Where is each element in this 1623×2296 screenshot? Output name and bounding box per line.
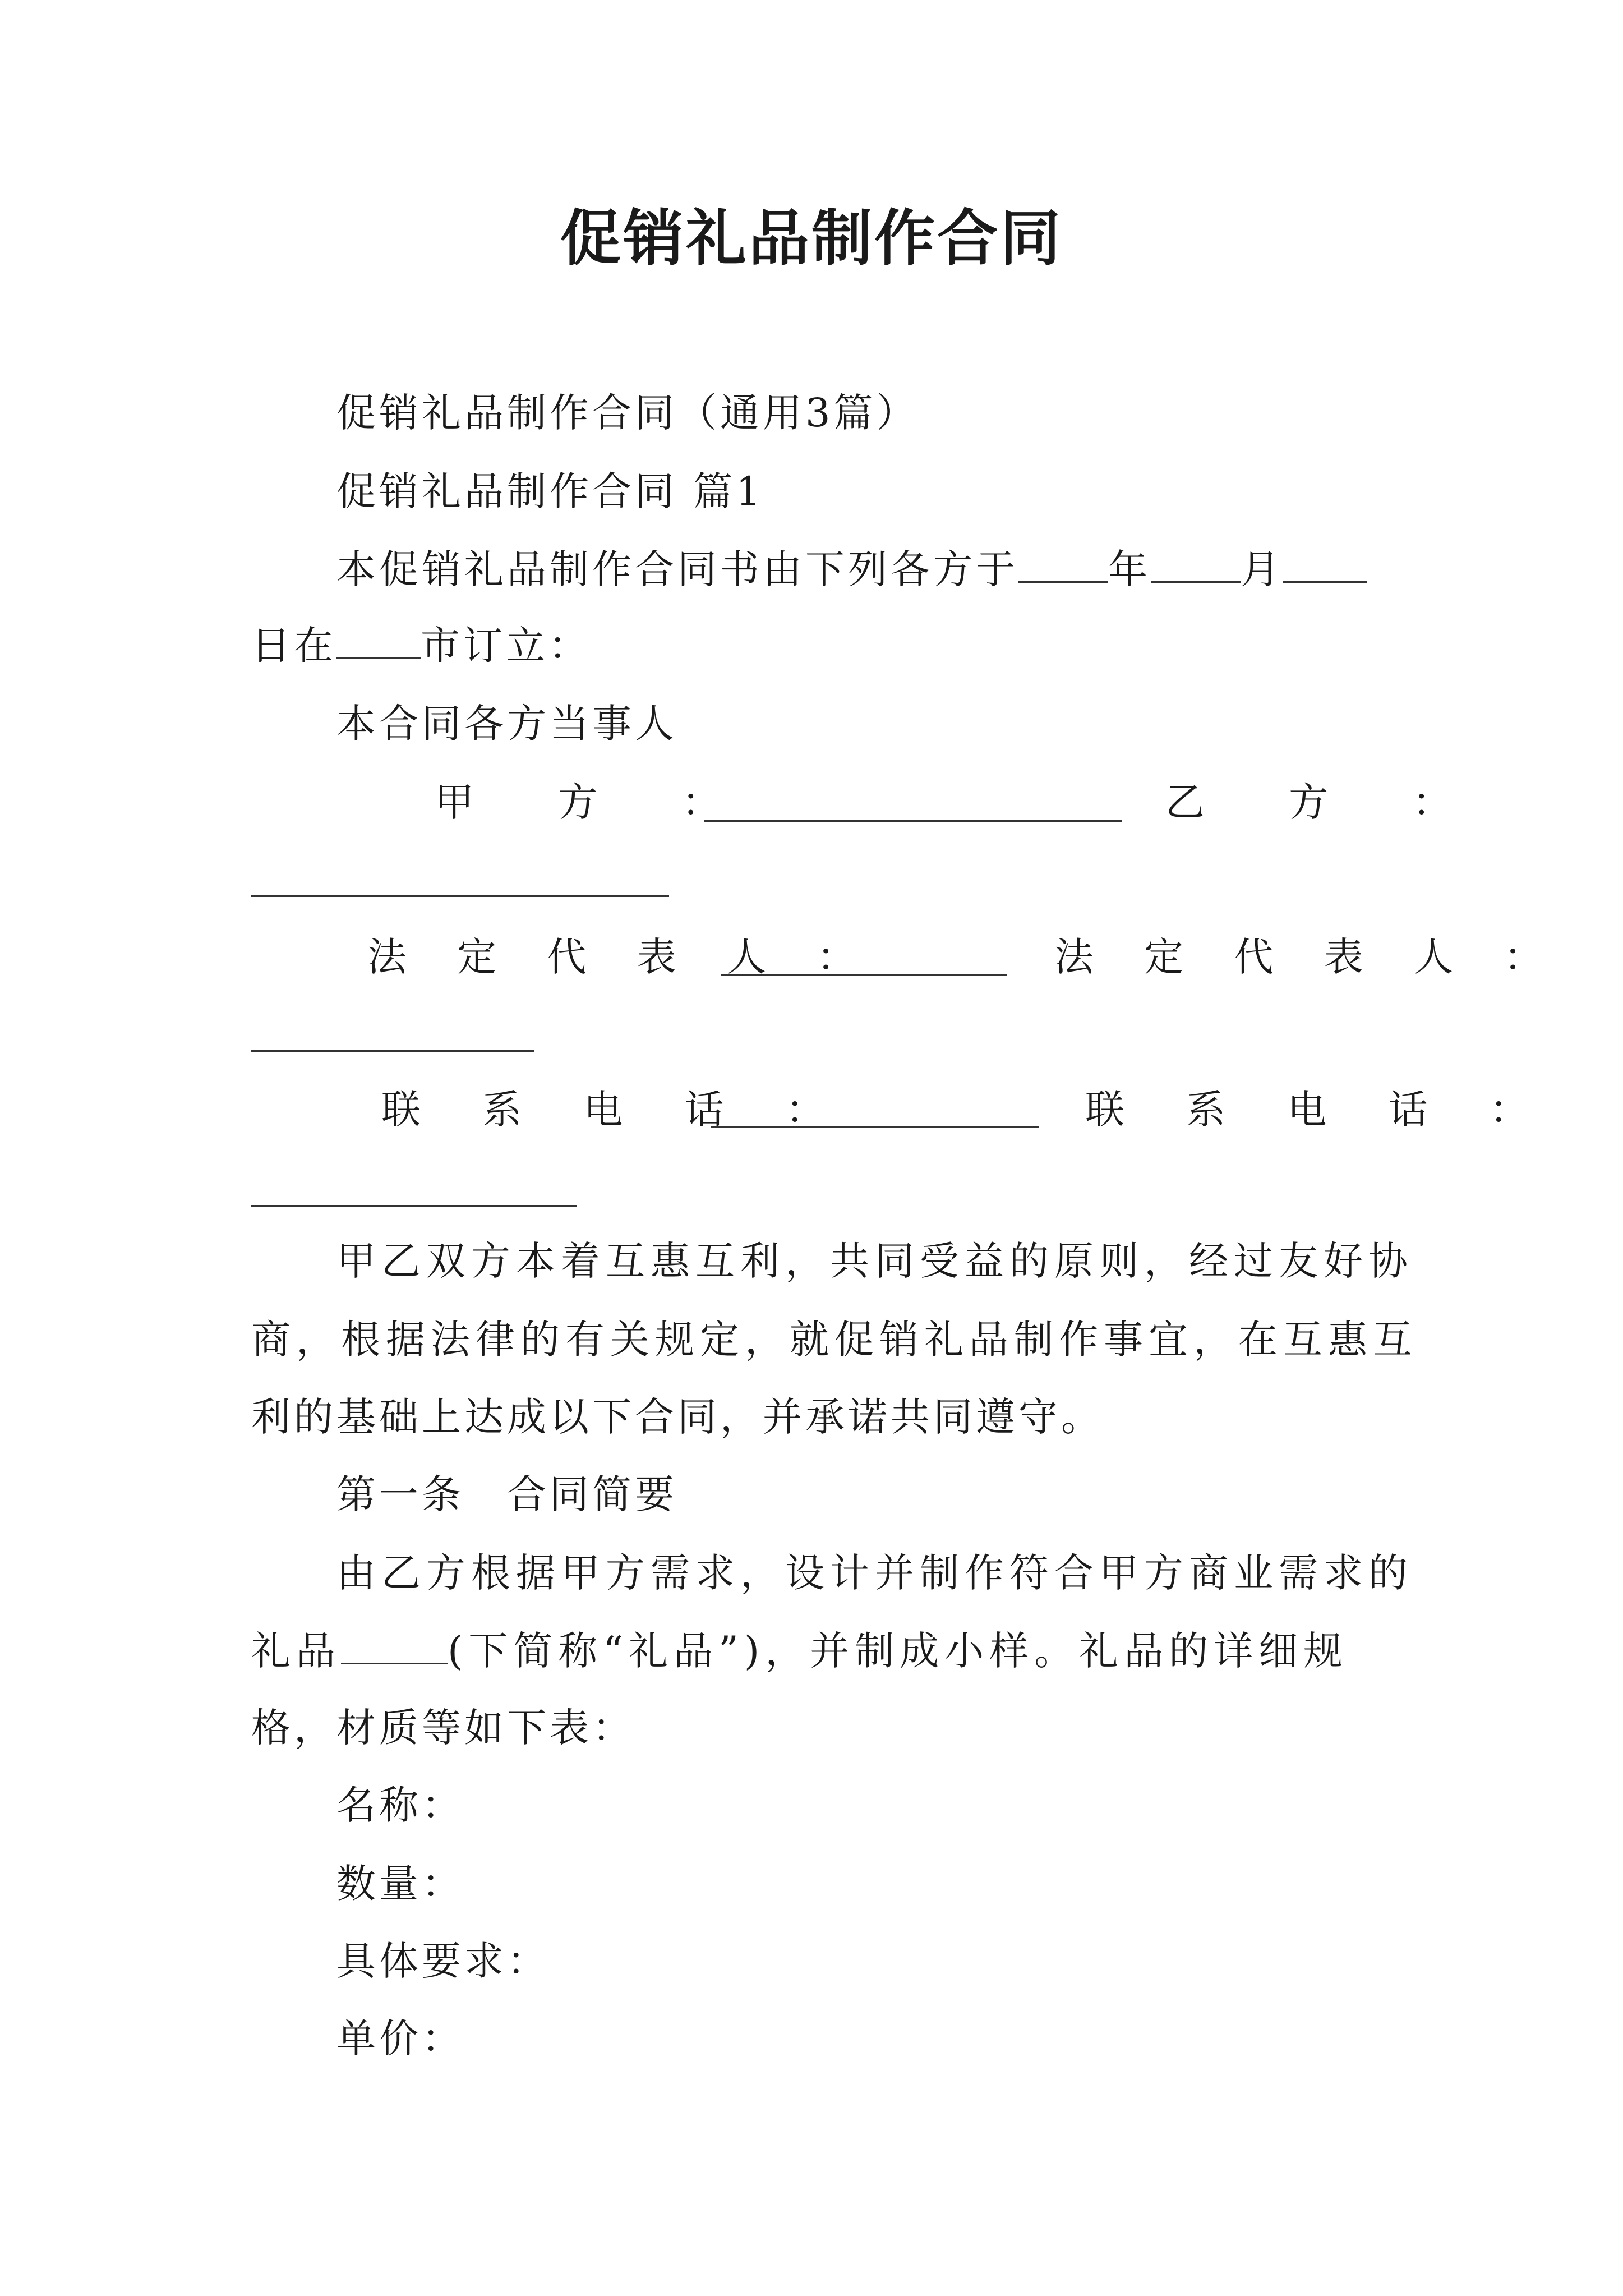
para2-rest: (下简称“礼品”)，并制成小样。礼品的详细规 — [448, 1628, 1349, 1674]
document-title: 促销礼品制作合同 — [560, 203, 1063, 274]
para1-line-2: 商，根据法律的有关规定，就促销礼品制作事宜，在互惠互 — [251, 1317, 1418, 1363]
blank-day — [1283, 542, 1367, 583]
rep-a-label: 法 定 代 表 人 ： — [367, 934, 875, 980]
parties-heading: 本合同各方当事人 — [336, 701, 677, 747]
para1-line-1: 甲乙双方本着互惠互利，共同受益的原则，经过友好协 — [336, 1238, 1413, 1284]
intro-month: 月 — [1241, 546, 1283, 592]
tel-a-label: 联 系 电 话 ： — [381, 1087, 850, 1133]
subtitle: 促销礼品制作合同（通用3篇） — [336, 390, 919, 436]
field-quantity: 数量： — [336, 1861, 464, 1907]
party-b-blank — [251, 895, 669, 897]
blank-year — [1018, 542, 1108, 583]
part-heading: 促销礼品制作合同 篇1 — [336, 468, 764, 514]
para2-line-3: 格，材质等如下表： — [251, 1705, 635, 1751]
field-unit-price: 单价： — [336, 2016, 464, 2062]
para1-line-3: 利的基础上达成以下合同，并承诺共同遵守。 — [251, 1394, 1104, 1440]
blank-gift — [341, 1623, 448, 1664]
rep-b-blank — [251, 1050, 534, 1052]
tel-b-blank — [251, 1205, 577, 1207]
intro-year: 年 — [1108, 546, 1151, 592]
intro-city: 市订立： — [421, 623, 591, 669]
intro-day-in: 日在 — [251, 623, 336, 669]
para2-gift: 礼品 — [251, 1628, 341, 1674]
blank-month — [1151, 542, 1241, 583]
rep-a-blank — [721, 974, 1007, 976]
party-b-label: 乙 方 ： — [1165, 779, 1488, 825]
field-requirements: 具体要求： — [336, 1938, 550, 1984]
para2-line-1: 由乙方根据甲方需求，设计并制作符合甲方商业需求的 — [336, 1550, 1413, 1596]
intro-line-2 — [251, 618, 591, 673]
party-a-blank — [704, 820, 1122, 822]
intro-text: 本促销礼品制作合同书由下列各方于 — [336, 546, 1018, 592]
intro-line-1 — [336, 542, 1367, 596]
para2-line-2 — [251, 1623, 1348, 1678]
rep-b-label: 法 定 代 表 人 ： — [1054, 934, 1562, 980]
article-1-heading: 第一条 合同简要 — [336, 1471, 677, 1517]
tel-b-label: 联 系 电 话 ： — [1085, 1087, 1554, 1133]
tel-a-blank — [711, 1126, 1039, 1128]
party-a-label: 甲 方 ： — [435, 779, 757, 825]
blank-city — [336, 618, 421, 659]
field-name: 名称： — [336, 1782, 464, 1828]
